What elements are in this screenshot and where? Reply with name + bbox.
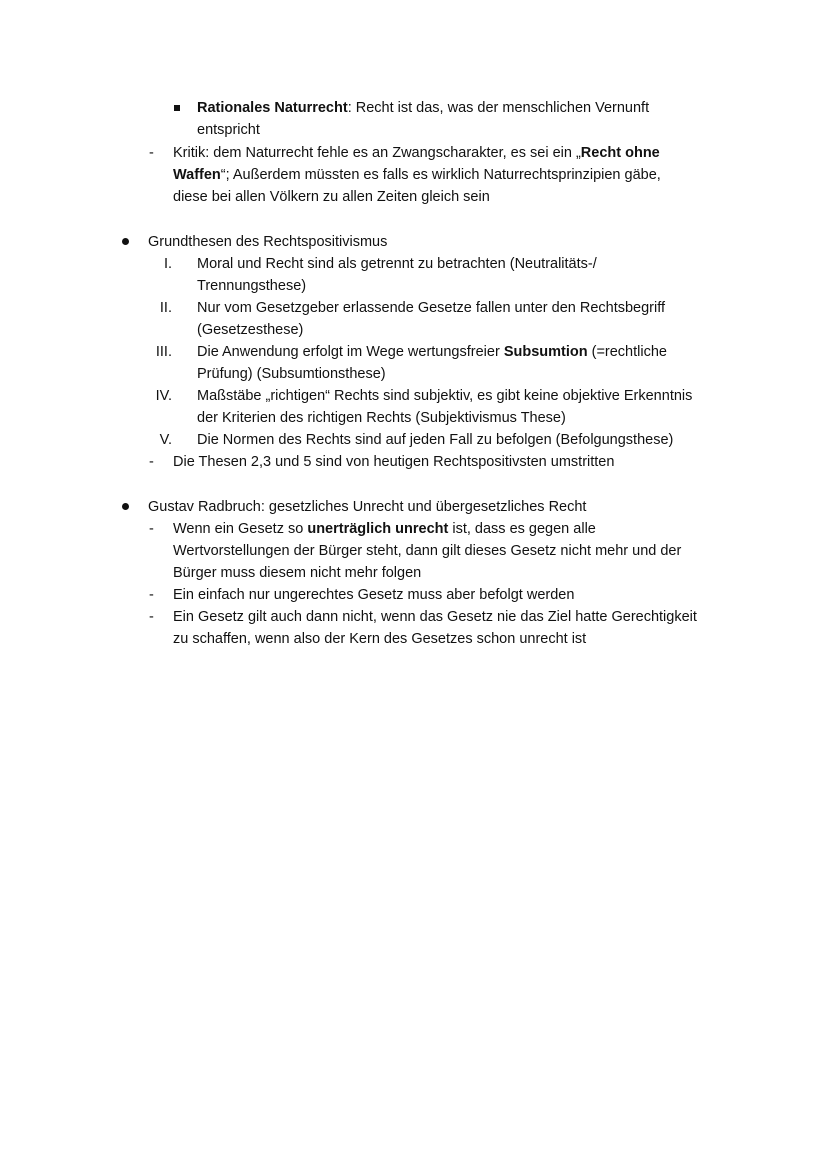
radbruch-heading: Gustav Radbruch: gesetzliches Unrecht und übergesetzliches Recht <box>148 499 587 515</box>
radbruch-point-3-text-cont: zu schaffen, wenn also der Kern des Gesetzes schon unrecht ist <box>173 631 587 647</box>
positivismus-heading-line <box>0 231 828 253</box>
thesis-1-text-cont: Trennungsthese) <box>197 278 307 294</box>
dash-marker: - <box>149 609 154 625</box>
rationales-line-2 <box>0 119 828 141</box>
positivismus-heading: Grundthesen des Rechtspositivismus <box>148 234 388 250</box>
radbruch-point-1-line-1 <box>0 518 828 540</box>
radbruch-point-3-line-2 <box>0 628 828 650</box>
kritik-bold-2: Waffen <box>173 167 221 183</box>
radbruch-point-3-text: Ein Gesetz gilt auch dann nicht, wenn das Gesetz nie das Ziel hatte Gerechtigkeit <box>173 609 697 625</box>
thesis-4-text: Maßstäbe „richtigen“ Rechts sind subjektiv, es gibt keine objektive Erkenntnis <box>197 388 693 404</box>
thesis-2-line-1 <box>0 297 828 319</box>
thesis-1-line-1 <box>0 253 828 275</box>
radbruch-heading-line <box>0 496 828 518</box>
radbruch-point-1-text-cont2: Bürger muss diesem nicht mehr folgen <box>173 565 422 581</box>
thesis-3-line-1 <box>0 341 828 363</box>
thesis-2-line-2 <box>0 319 828 341</box>
thesis-4-line-2 <box>0 407 828 429</box>
roman-numeral: II. <box>159 300 172 316</box>
thesis-1-line-2 <box>0 275 828 297</box>
dash-marker: - <box>149 145 154 161</box>
rationales-continuation: entspricht <box>197 122 260 138</box>
thesis-1-text: Moral und Recht sind als getrennt zu betrachten (Neutralitäts-/ <box>197 256 597 272</box>
radbruch-point-1-text-cont: Wertvorstellungen der Bürger steht, dann gilt dieses Gesetz nicht mehr und der <box>173 543 682 559</box>
roman-numeral: V. <box>159 432 172 448</box>
radbruch-point-2-text: Ein einfach nur ungerechtes Gesetz muss aber befolgt werden <box>173 587 575 603</box>
kritik-text-2: “; Außerdem müssten es falls es wirklich Naturrechtsprinzipien gäbe, <box>220 167 661 183</box>
thesis-4-text-cont: der Kriterien des richtigen Rechts (Subjektivismus These) <box>197 410 566 426</box>
radbruch-point-1-text: Wenn ein Gesetz so <box>173 521 308 537</box>
thesis-5-line-1 <box>0 429 828 451</box>
dash-marker: - <box>149 521 154 537</box>
thesis-3-bold: Subsumtion <box>503 344 588 360</box>
kritik-bold-1: Recht ohne <box>580 145 660 161</box>
thesis-3-text-cont: Prüfung) (Subsumtionsthese) <box>197 366 386 382</box>
roman-numeral: I. <box>163 256 172 272</box>
thesis-3-text: Die Anwendung erfolgt im Wege wertungsfreier <box>197 344 504 360</box>
rationales-term: Rationales Naturrecht <box>197 100 348 116</box>
roman-numeral: III. <box>155 344 172 360</box>
thesis-3-text-post: (=rechtliche <box>587 344 667 360</box>
round-bullet-icon <box>122 238 129 245</box>
kritik-line-3 <box>0 186 828 208</box>
thesis-3-line-2 <box>0 363 828 385</box>
radbruch-point-1-line-3 <box>0 562 828 584</box>
thesis-2-text: Nur vom Gesetzgeber erlassende Gesetze fallen unter den Rechtsbegriff <box>197 300 666 316</box>
dash-marker: - <box>149 587 154 603</box>
radbruch-point-3-line-1 <box>0 606 828 628</box>
positivismus-note-line <box>0 451 828 473</box>
kritik-line-2 <box>0 164 828 186</box>
rationales-line-1 <box>0 97 828 119</box>
radbruch-point-1-text-post: ist, dass es gegen alle <box>448 521 596 537</box>
positivismus-note: Die Thesen 2,3 und 5 sind von heutigen Rechtspositivsten umstritten <box>173 454 615 470</box>
thesis-5-text: Die Normen des Rechts sind auf jeden Fall zu befolgen (Befolgungsthese) <box>197 432 674 448</box>
radbruch-point-1-line-2 <box>0 540 828 562</box>
kritik-line-1 <box>0 142 828 164</box>
kritik-text: Kritik: dem Naturrecht fehle es an Zwangscharakter, es sei ein „ <box>173 145 581 161</box>
radbruch-point-2-line <box>0 584 828 606</box>
round-bullet-icon <box>122 503 129 510</box>
thesis-2-text-cont: (Gesetzesthese) <box>197 322 304 338</box>
dash-marker: - <box>149 454 154 470</box>
kritik-text-3: diese bei allen Völkern zu allen Zeiten gleich sein <box>173 189 490 205</box>
rationales-text: : Recht ist das, was der menschlichen Vernunft <box>347 100 650 116</box>
square-bullet-icon <box>174 105 180 111</box>
roman-numeral: IV. <box>155 388 172 404</box>
thesis-4-line-1 <box>0 385 828 407</box>
radbruch-point-1-bold: unerträglich unrecht <box>307 521 449 537</box>
